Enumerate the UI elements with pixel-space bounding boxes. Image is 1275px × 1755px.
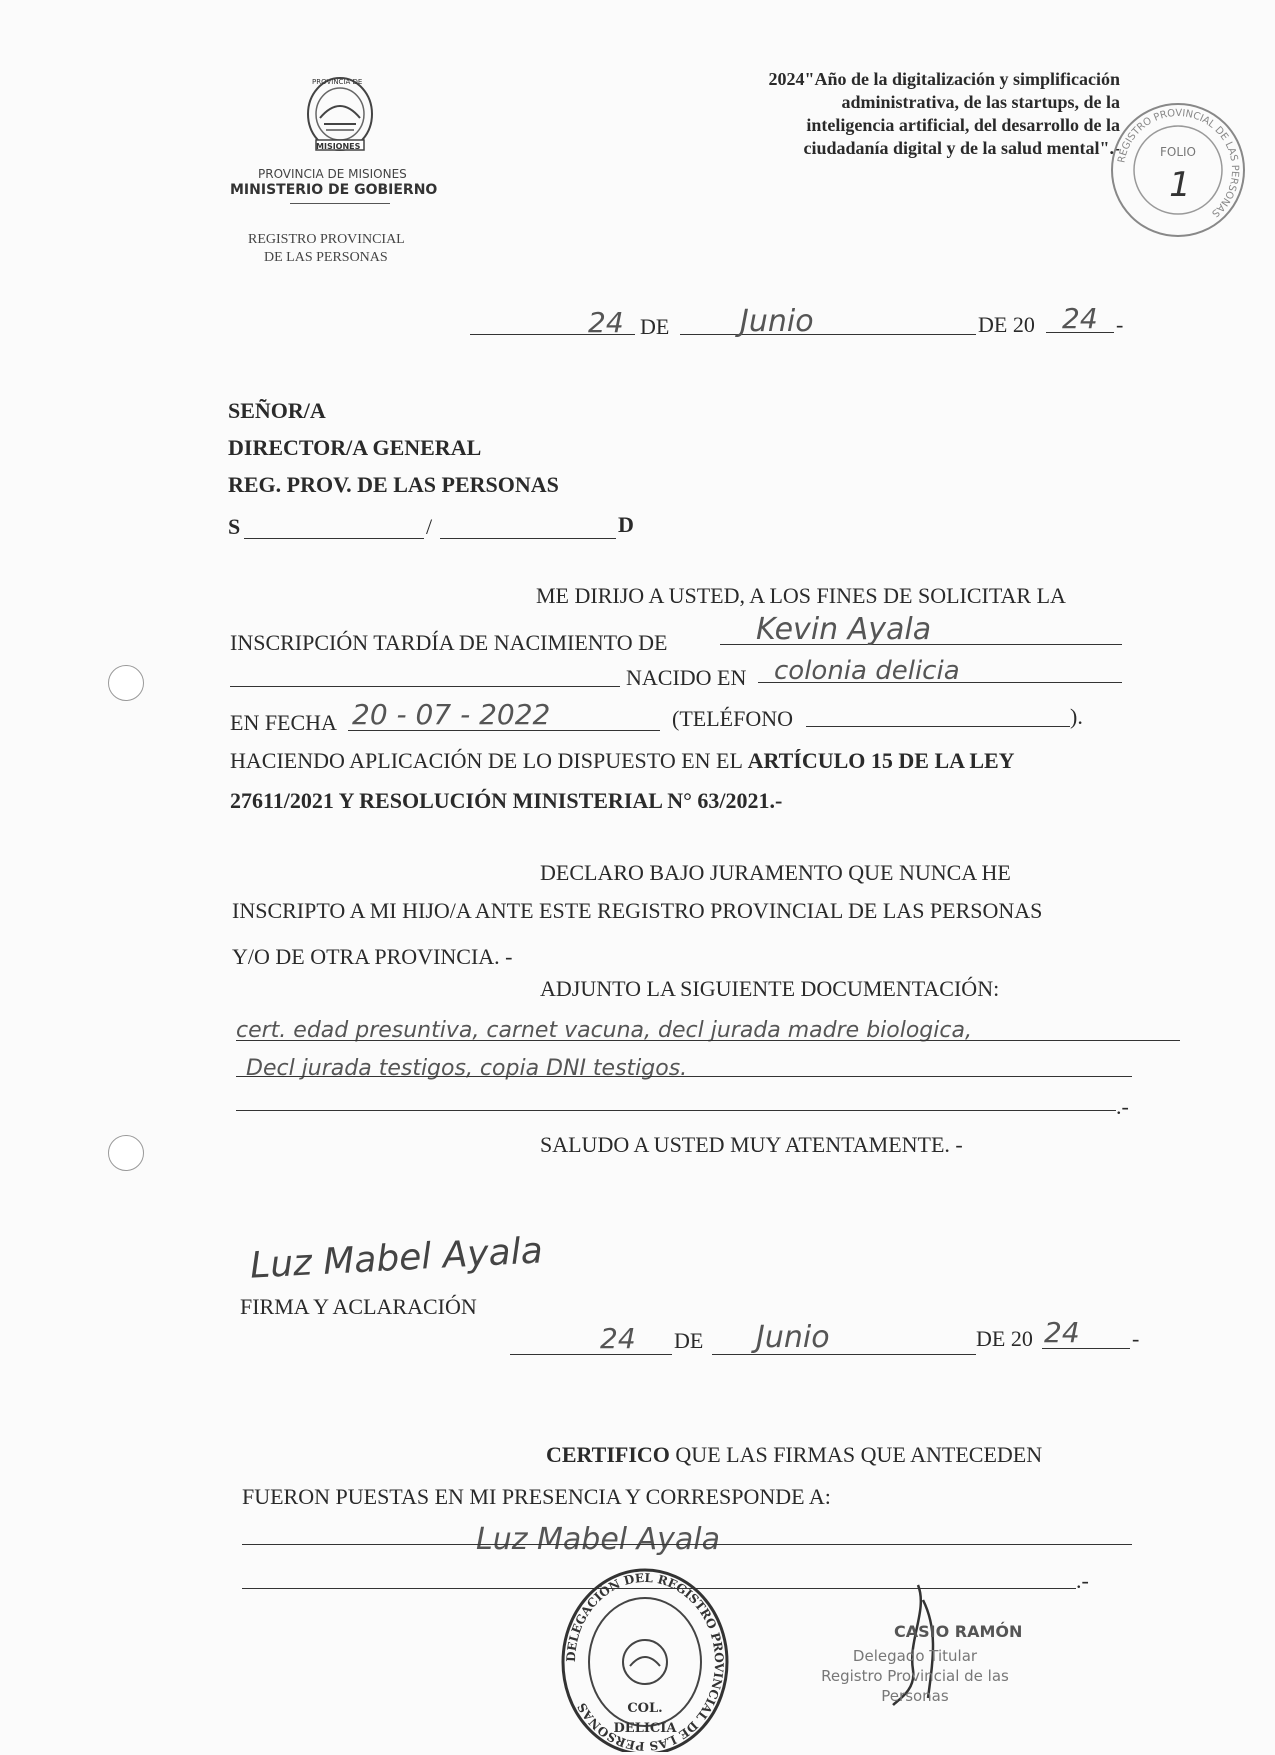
attach-hand2: Decl jurada testigos, copia DNI testigos. [246,1056,688,1081]
born-place: colonia delicia [774,656,960,686]
emblem-text-bottom: MISIONES [316,142,361,151]
motto-line1: 2024"Año de la digitalización y simplificación [768,69,1120,89]
date-top-year: 24 [1062,302,1098,335]
born-prefix-line [230,686,620,687]
motto-line3: inteligencia artificial, del desarrollo de la [806,115,1120,135]
addressee-line-right [440,538,616,539]
certify-end: .- [1076,1568,1089,1593]
law-line1 [230,748,1015,774]
motto-line4: ciudadanía digital y de la salud mental".- [803,138,1120,158]
addressee-slash: / [426,514,433,539]
addressee-line3: REG. PROV. DE LAS PERSONAS [228,472,559,497]
attach-line2 [236,1076,1132,1077]
folio-stamp [1108,100,1248,240]
official-title-line1: Delegado Titular [852,1647,978,1665]
p1-line2-label: INSCRIPCIÓN TARDÍA DE NACIMIENTO DE [230,630,668,655]
certify-name-line [242,1544,1132,1545]
official-name: CASIO RAMÓN [894,1622,1023,1641]
motto-line2: administrativa, de las startups, de la [841,92,1120,112]
attach-end: .- [1116,1094,1129,1119]
certify-line1-rest: QUE LAS FIRMAS QUE ANTECEDEN [675,1442,1043,1467]
addressee-line2: DIRECTOR/A GENERAL [228,435,482,460]
date-bottom-day: 24 [600,1322,636,1355]
date-bottom-month-line [712,1354,976,1355]
registry-line1: REGISTRO PROVINCIAL [248,232,405,247]
ministry-underline [290,203,390,204]
certify-name: Luz Mabel Ayala [476,1522,721,1557]
law-line1-bold: ARTÍCULO 15 DE LA LEY [747,748,1015,773]
date-top-month-line [680,334,976,335]
attach-label: ADJUNTO LA SIGUIENTE DOCUMENTACIÓN: [540,976,1000,1001]
attach-line1 [236,1040,1180,1041]
date-top-month: Junio [740,304,814,339]
official-title-block [800,1646,1030,1706]
folio-label: FOLIO [1159,145,1197,159]
phone-label: (TELÉFONO [672,706,793,731]
attach-line3 [236,1110,1116,1111]
salute: SALUDO A USTED MUY ATENTAMENTE. - [540,1132,963,1157]
folio-number: 1 [1169,165,1191,205]
phone-end: ). [1070,704,1083,729]
certify-line1 [546,1442,1042,1468]
official-stamp [560,1562,730,1752]
date-bottom-end: - [1132,1326,1140,1351]
declare-line3: Y/O DE OTRA PROVINCIA. - [232,944,513,969]
phone-line [806,726,1070,727]
p1-line1: ME DIRIJO A USTED, A LOS FINES DE SOLICITAR LA [536,583,1066,608]
date-top-de1: DE [640,314,670,339]
punch-hole-bottom [108,1135,144,1171]
official-title-line3: Personas [881,1687,949,1705]
date-bottom-de2: DE 20 [976,1326,1033,1351]
certify-line2: FUERON PUESTAS EN MI PRESENCIA Y CORRESPONDE A: [242,1484,831,1509]
signature-label: FIRMA Y ACLARACIÓN [240,1294,477,1319]
ministry-line2: MINISTERIO DE GOBIERNO [230,182,438,198]
date-bottom-de1: DE [674,1328,704,1353]
date-bottom-year: 24 [1044,1316,1080,1349]
date-bottom-month: Junio [756,1320,830,1355]
addressee-line-left [244,538,424,539]
declare-line1: DECLARO BAJO JURAMENTO QUE NUNCA HE [540,860,1011,885]
declare-line2: INSCRIPTO A MI HIJO/A ANTE ESTE REGISTRO PROVINCIAL DE LAS PERSONAS [232,898,1043,923]
addressee-line1: SEÑOR/A [228,398,326,423]
registry-line2: DE LAS PERSONAS [264,250,388,265]
official-title-line2: Registro Provincial de las [821,1667,1009,1685]
addressee-d: D [618,512,634,537]
date-label: EN FECHA [230,710,337,735]
folio-stamp-ring-text: REGISTRO PROVINCIAL DE LAS PERSONAS [1116,107,1241,219]
official-stamp-inner-top: COL. [627,1701,663,1716]
born-label: NACIDO EN [626,665,747,690]
date-bottom-day-line [510,1354,672,1355]
date-top-day: 24 [588,306,624,339]
date-top-end: - [1116,312,1124,337]
addressee-s: S [228,514,241,539]
ministry-line1: PROVINCIA DE MISIONES [258,167,407,181]
official-stamp-ring-text: DELEGACIÓN DEL REGISTRO PROVINCIAL DE LAS PERSONAS [563,1570,727,1752]
emblem-text-top: PROVINCIA DE [312,78,363,86]
law-line1-plain: HACIENDO APLICACIÓN DE LO DISPUESTO EN EL [230,748,743,773]
date-top-de2: DE 20 [978,312,1035,337]
certify-bold: CERTIFICO [546,1442,670,1467]
law-line2: 27611/2021 Y RESOLUCIÓN MINISTERIAL N° 63/2021.- [230,788,783,813]
birth-date: 20 - 07 - 2022 [352,698,551,731]
attach-hand1: cert. edad presuntiva, carnet vacuna, decl jurada madre biologica, [236,1018,972,1043]
motto-block [560,68,1120,160]
child-name: Kevin Ayala [756,612,932,647]
punch-hole-top [108,665,144,701]
official-stamp-inner-bottom: DELICIA [613,1721,677,1736]
signature-handwritten: Luz Mabel Ayala [249,1230,544,1287]
